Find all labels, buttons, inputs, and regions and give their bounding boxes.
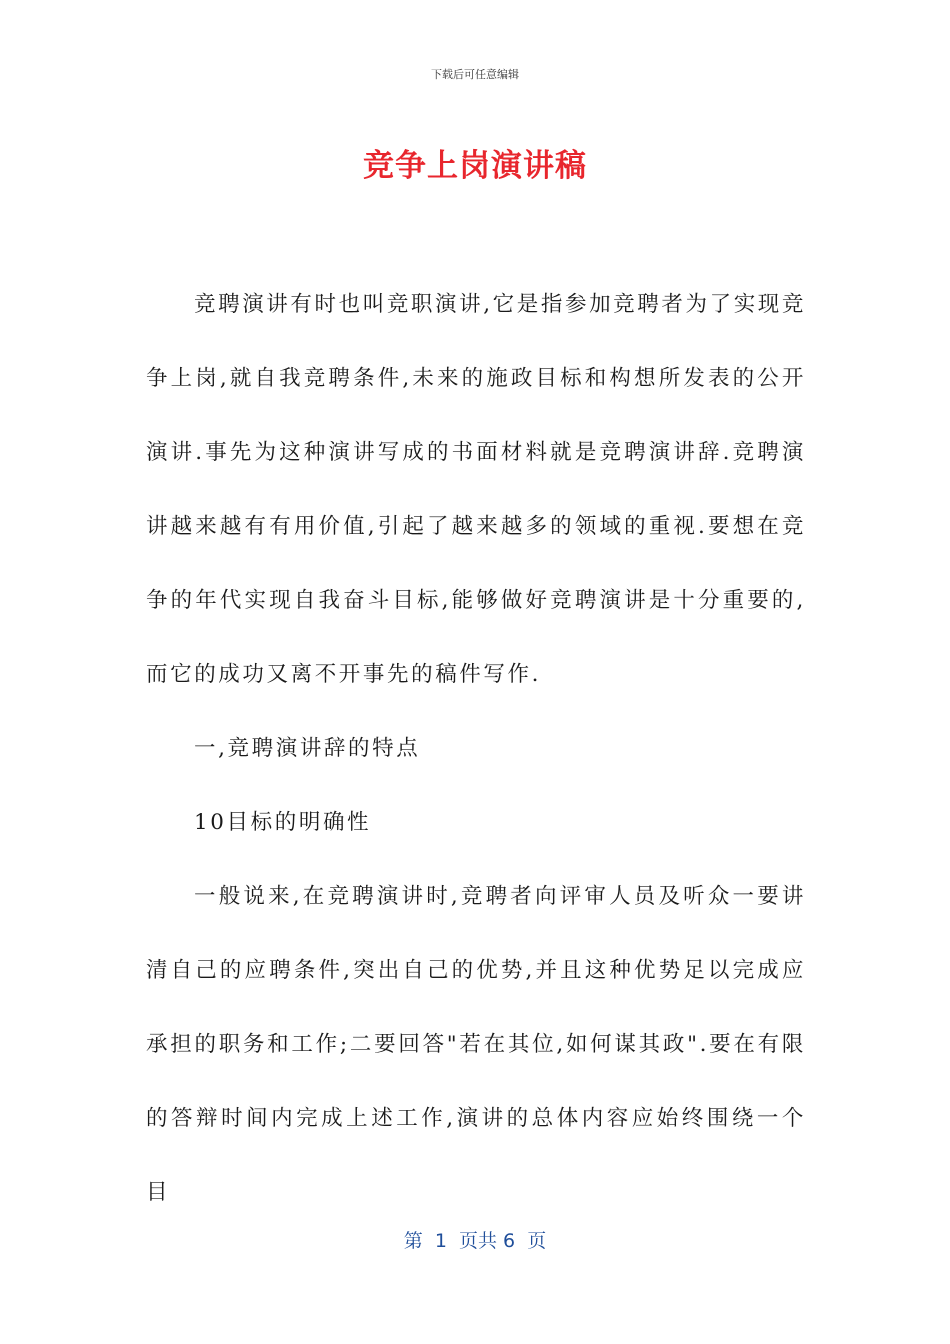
- document-body: [146, 268, 806, 1230]
- paragraph-intro: 竞聘演讲有时也叫竞职演讲,它是指参加竞聘者为了实现竞争上岗,就自我竞聘条件,未来的施政目标和构想所发表的公开演讲.事先为这种演讲写成的书面材料就是竞聘演讲辞.竞聘演讲越来越有有用价值,引起了越来越多的领域的重视.要想在竞争的年代实现自我奋斗目标,能够做好竞聘演讲是十分重要的,而它的成功又离不开事先的稿件写作.: [146, 292, 806, 687]
- section-heading: 一,竞聘演讲辞的特点: [194, 736, 421, 761]
- paragraph-body: 一般说来,在竞聘演讲时,竞聘者向评审人员及听众一要讲清自己的应聘条件,突出自己的优势,并且这种优势足以完成应承担的职务和工作;二要回答"若在其位,如何谋其政".要在有限的答辩时间内完成上述工作,演讲的总体内容应始终围绕一个目: [146, 884, 806, 1205]
- subsection-heading: 10目标的明确性: [194, 810, 372, 835]
- page-number-footer: 第 1 页共 6 页: [403, 1230, 547, 1252]
- header-note: 下载后可任意编辑: [431, 68, 519, 81]
- document-title: 竞争上岗演讲稿: [363, 148, 587, 184]
